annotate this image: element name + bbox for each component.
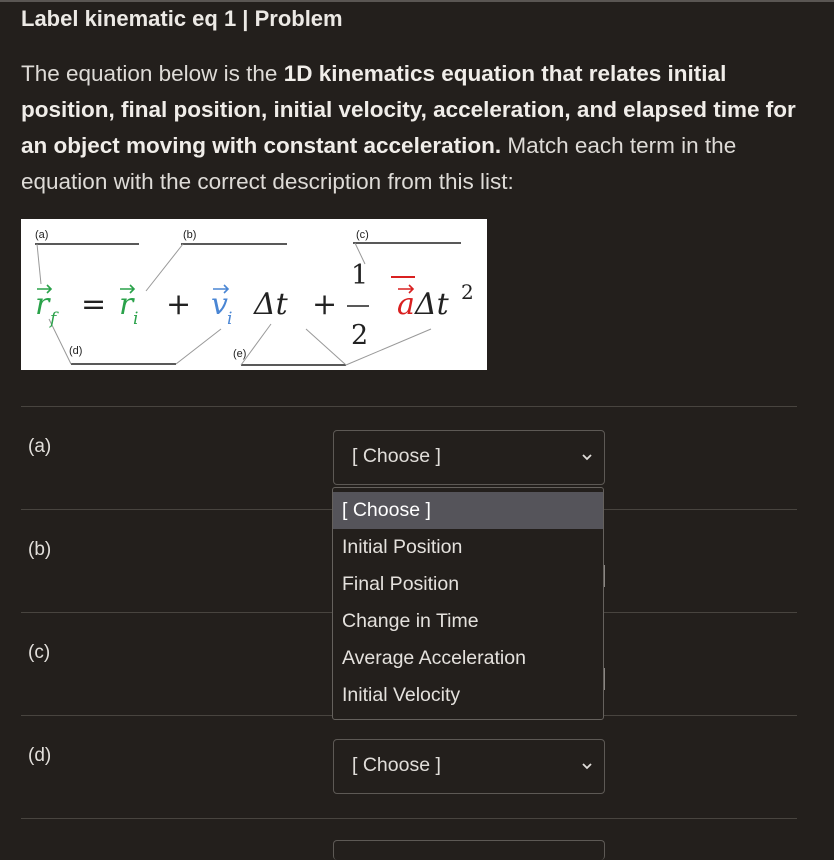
eq-sub-i-v: i [227, 309, 233, 329]
divider [21, 406, 797, 407]
top-border [0, 0, 834, 2]
eq-r-final: r [35, 287, 50, 322]
chevron-down-icon [579, 449, 595, 465]
dropdown-menu[interactable] [332, 487, 604, 720]
eq-a-avg: a [397, 287, 415, 322]
divider [21, 818, 797, 819]
row-label-b: (b) [28, 539, 52, 560]
dropdown-option[interactable]: Initial Velocity [342, 684, 461, 706]
eq-equals: = [81, 287, 107, 322]
dropdown-option[interactable]: [ Choose ] [333, 492, 603, 529]
eq-squared: 2 [461, 280, 474, 304]
eq-v-initial: v [211, 287, 228, 322]
select-a-value: [ Choose ] [352, 445, 441, 467]
equation-image [21, 219, 487, 370]
eq-r-initial: r [119, 287, 134, 322]
dropdown-option[interactable]: Average Acceleration [342, 647, 526, 669]
select-d[interactable] [333, 739, 605, 794]
chevron-down-icon [579, 758, 595, 774]
page-title: Label kinematic eq 1 | Problem [21, 6, 343, 31]
eq-sub-f: f [50, 309, 57, 329]
question-text [21, 56, 811, 200]
eq-label-c: (c) [356, 229, 369, 241]
eq-label-e: (e) [233, 348, 247, 360]
intro-lead: The equation below is the [21, 61, 284, 86]
select-e[interactable] [333, 840, 605, 860]
eq-plus-2: + [312, 287, 338, 322]
eq-label-b: (b) [183, 229, 197, 241]
eq-plus-1: + [166, 287, 192, 322]
eq-denominator: 2 [351, 320, 369, 351]
intro-tail: Match each term in the equation with the correct description from this list: [21, 133, 737, 194]
eq-sub-i: i [133, 309, 139, 329]
select-d-value: [ Choose ] [352, 754, 441, 776]
dropdown-option[interactable]: Initial Position [342, 536, 463, 558]
intro-bold: 1D kinematics equation that relates initial position, final position, initial velocity, acceleration, and elapsed time for an object moving with constant acceleration. [21, 61, 796, 158]
eq-numerator: 1 [351, 260, 369, 291]
dropdown-option[interactable]: Final Position [342, 573, 460, 595]
eq-delta-t-1: Δt [254, 287, 288, 322]
row-label-d: (d) [28, 745, 52, 766]
eq-label-d: (d) [69, 345, 83, 357]
row-label-c: (c) [28, 642, 51, 663]
row-label-a: (a) [28, 436, 52, 457]
dropdown-option[interactable]: Change in Time [342, 610, 479, 632]
eq-label-a: (a) [35, 229, 49, 241]
select-a[interactable] [333, 430, 605, 485]
eq-delta-t-2: Δt [415, 287, 449, 322]
